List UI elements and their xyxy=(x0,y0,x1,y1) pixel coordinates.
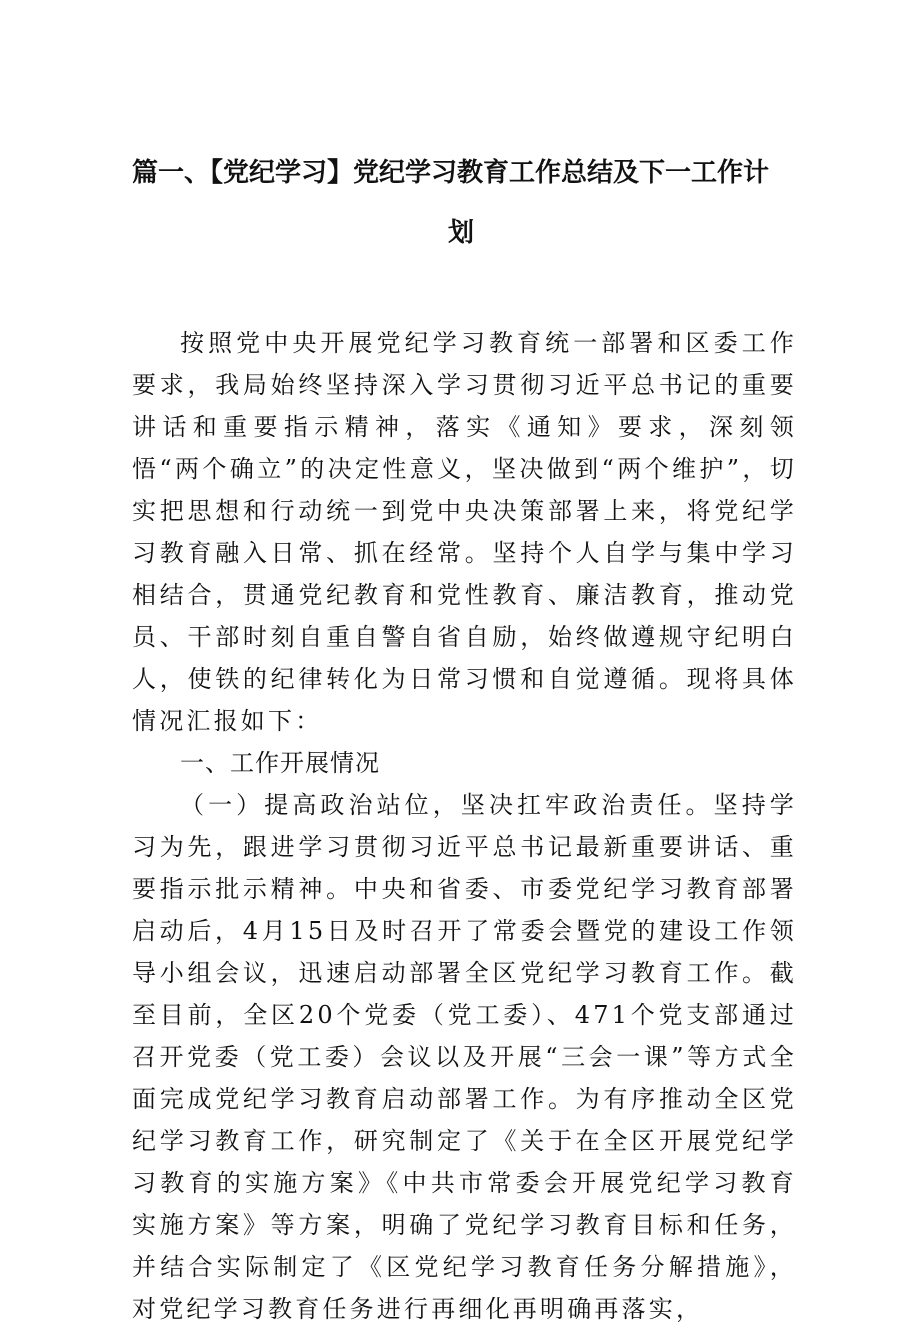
document-body xyxy=(132,322,797,1330)
intro-paragraph: 按照党中央开展党纪学习教育统一部署和区委工作要求，我局始终坚持深入学习贯彻习近平总书记的重要讲话和重要指示精神，落实《通知》要求，深刻领悟“两个确立”的决定性意义，坚决做到“两个维护”，切实把思想和行动统一到党中央决策部署上来，将党纪学习教育融入日常、抓在经常。坚持个人自学与集中学习相结合，贯通党纪教育和党性教育、廉洁教育，推动党员、干部时刻自重自警自省自励，始终做遵规守纪明白人，使铁的纪律转化为日常习惯和自觉遵循。现将具体情况汇报如下： xyxy=(132,329,797,735)
section-paragraph: （一）提高政治站位，坚决扛牢政治责任。坚持学习为先，跟进学习贯彻习近平总书记最新重要讲话、重要指示批示精神。中央和省委、市委党纪学习教育部署启动后，4月15日及时召开了常委会暨党的建设工作领导小组会议，迅速启动部署全区党纪学习教育工作。截至目前，全区20个党委（党工委）、471个党支部通过召开党委（党工委）会议以及开展“三会一课”等方式全面完成党纪学习教育启动部署工作。为有序推动全区党纪学习教育工作，研究制定了《关于在全区开展党纪学习教育的实施方案》《中共市常委会开展党纪学习教育实施方案》等方案，明确了党纪学习教育目标和任务，并结合实际制定了《区党纪学习教育任务分解措施》，对党纪学习教育任务进行再细化再明确再落实， xyxy=(132,791,797,1323)
document-title-line-2: 划 xyxy=(448,218,475,248)
section-heading: 一、工作开展情况 xyxy=(180,749,380,777)
document-title-line-1: 篇一、【党纪学习】党纪学习教育工作总结及下一工作计 xyxy=(132,158,770,188)
